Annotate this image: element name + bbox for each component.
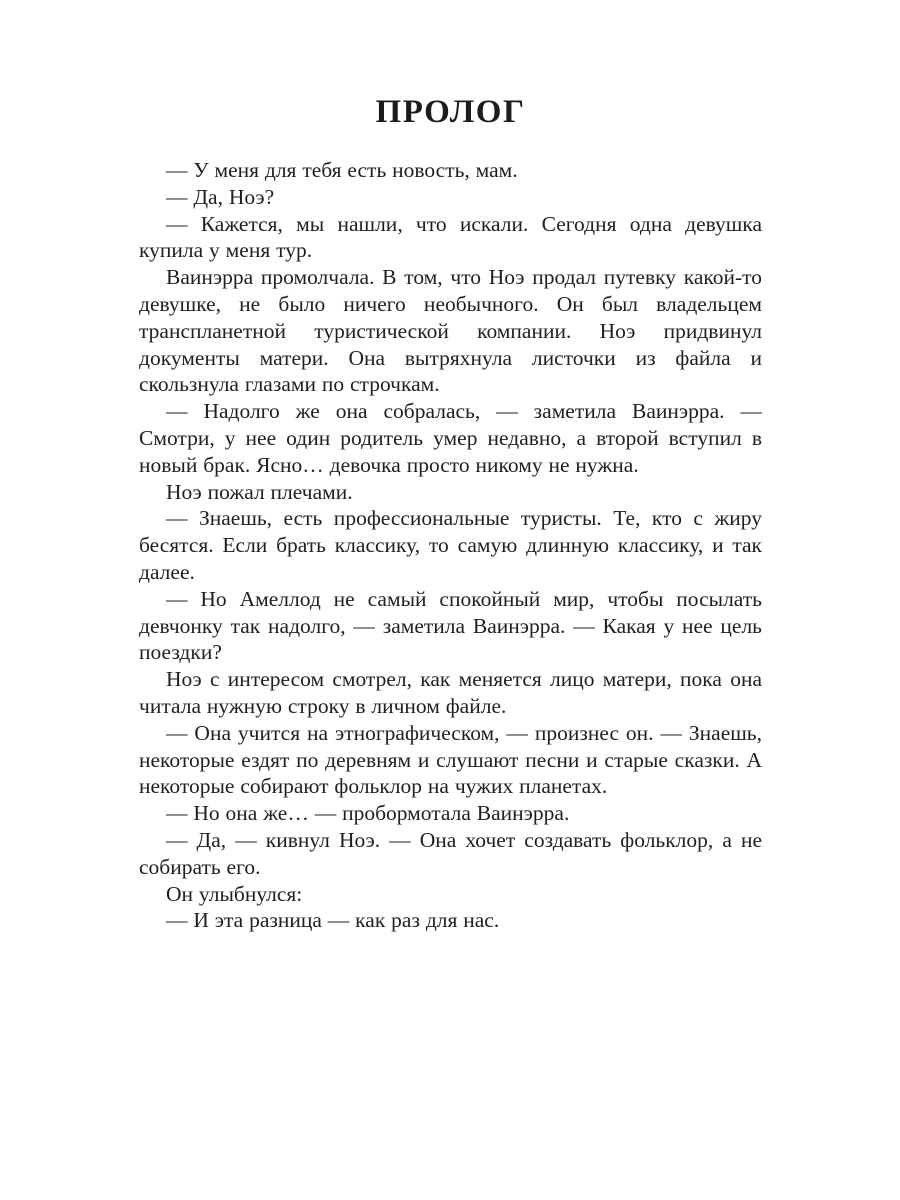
paragraph: — Надолго же она собралась, — заметила Ваинэрра. — Смотри, у нее один родитель умер недавно, а второй вступил в новый брак. Ясно… девочка просто никому не нужна.: [139, 399, 762, 477]
paragraph: — Но она же… — пробормотала Ваинэрра.: [166, 801, 570, 826]
paragraph: Ноэ пожал плечами.: [166, 479, 353, 504]
paragraph: — У меня для тебя есть новость, мам.: [166, 158, 518, 182]
paragraph: — Кажется, мы нашли, что искали. Сегодня одна девушка купила у меня тур.: [139, 211, 762, 263]
paragraph: — Да, — кивнул Ноэ. — Она хочет создавать фольклор, а не собирать его.: [139, 827, 762, 879]
paragraph: — Она учится на этнографическом, — произнес он. — Знаешь, некоторые ездят по деревням и слушают песни и старые сказки. А некоторые собирают фольклор на чужих планетах.: [139, 720, 762, 799]
paragraph: Ваинэрра промолчала. В том, что Ноэ продал путевку какой-то девушке, не было ничего необычного. Он был владельцем транспланетной туристической компании. Ноэ придвинул документы матери. Она вытряхнула листочки из файла и скользнула глазами по строчкам.: [139, 265, 762, 397]
paragraph: Ноэ с интересом смотрел, как меняется лицо матери, пока она читала нужную строку в личном файле.: [139, 667, 762, 718]
chapter-text: [139, 157, 762, 934]
paragraph: — Знаешь, есть профессиональные туристы. Те, кто с жиру бесятся. Если брать классику, то самую длинную классику, и так далее.: [139, 506, 762, 584]
paragraph: — И эта разница — как раз для нас.: [166, 908, 500, 933]
paragraph: Он улыбнулся:: [166, 881, 303, 906]
paragraph: — Но Амеллод не самый спокойный мир, чтобы посылать девчонку так надолго, — заметила Ваинэрра. — Какая у нее цель поездки?: [139, 586, 762, 665]
paragraph: — Да, Ноэ?: [166, 184, 275, 209]
chapter-title: ПРОЛОГ: [375, 94, 526, 130]
